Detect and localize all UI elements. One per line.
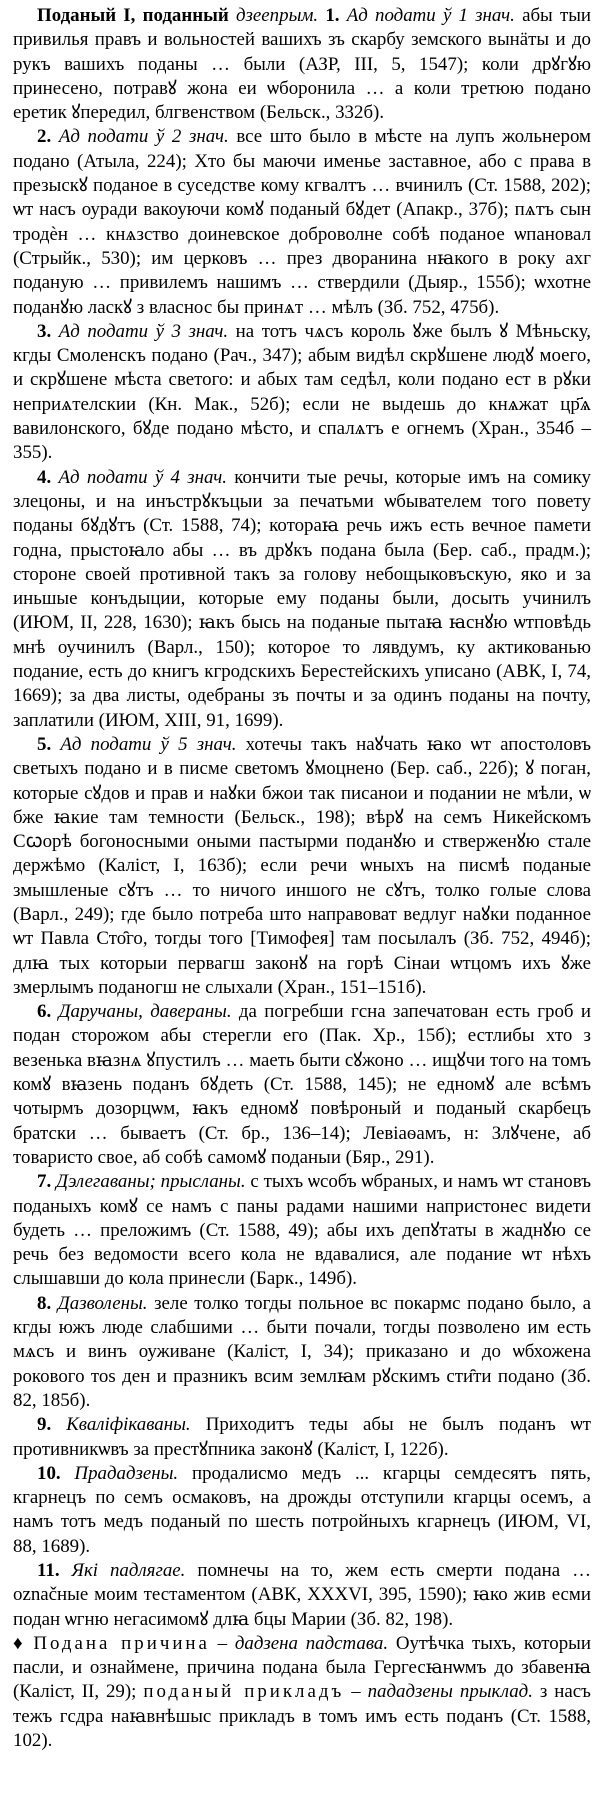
sense-number: 10. [37, 1462, 61, 1484]
sense-1 [13, 4, 591, 125]
sense-label: Ад подати ў 4 знач. [58, 466, 227, 488]
sense-number: 1. [325, 5, 340, 26]
sense-number: 8. [37, 1292, 52, 1314]
sense-number: 7. [37, 1171, 52, 1193]
sense-number: 6. [37, 1001, 52, 1023]
sense-label: Даручаны, даверaны. [58, 1001, 232, 1023]
sense-number: 4. [37, 466, 52, 488]
sense-9 [13, 1413, 591, 1462]
sense-2 [13, 125, 591, 319]
sense-text: хотечы такъ наꙋчать ꙗко ѡт апостоловъ светыхъ подано и в писме светомъ ꙋмоцнено (Бер. саб., 22б); ꙋ поган, которые сꙋдов и прав и наꙋки бжои так писанои и подании не мѣли, ѡ бже ꙗкие там темности (Бельск., 198); вѣрꙋ на семъ Никейскомъ Сꙍорѣ богоносными оными пастырми поданꙋю и стверженꙋю стале держѣмо (Каліст, I, 163б); если речи ѡныхъ на писмѣ поданые змышленые сꙋтъ … то ничого иншого не сꙋтъ, толко голые слова (Варл., 249); где было потреба што направоват ведлуг наꙋки поданное ѡт Павла Сто̑го, тогды того [Тимофея] там посылалъ (Зб. 752, 494б); длꙗ тых которыи первагш законꙋ на горѣ Сінаи ѡтцомъ ихъ ꙋже змерлымъ поданогш не слыхали (Хран., 151–151б). [13, 733, 591, 998]
phrase-2: поданый прикладъ [143, 1681, 345, 1703]
sense-number: 3. [37, 320, 52, 342]
sense-number: 9. [37, 1414, 52, 1436]
sense-number: 5. [37, 733, 52, 755]
sense-text: помнечы на то, жем есть смерти подана … označные моим тестаментом (АВК, XXXVI, 395, 1590); ꙗко жив есми подан ѡгню негасимомꙋ длꙗ бцы Марии (Зб. 82, 198). [13, 1560, 591, 1630]
sense-text: зеле толко тогды польное вс покармс подано было, а кгды южъ люде слабшими … быти почали, тогды позволено им есть мѧсъ и винъ оуживане (Каліст, I, 34); приказано и до ѡбхожена рокового тоѕ ден и празникъ всим землꙗм рꙋскимъ сти̑ти подано (Зб. 82, 185б). [13, 1292, 591, 1411]
sense-text: продалисмо медъ ... кгарцы семдесятъ пять, кгарнецъ по семъ осмаковъ, на дрожды отступили кгарцы осемъ, а намъ тотъ медъ поданый по шесть потройныхъ кгарнецъ (ИЮМ, VI, 88, 1689). [13, 1462, 591, 1557]
sense-6 [13, 1000, 591, 1170]
sense-label: Кваліфікаваны. [66, 1414, 191, 1436]
sense-11 [13, 1559, 591, 1632]
sense-8 [13, 1292, 591, 1413]
sense-label: Дазволены. [57, 1292, 148, 1314]
sense-label: Які падлягае. [71, 1560, 186, 1581]
phrase-2-text: з насъ тежъ гсдра наꙗвнѣшыс прикладъ в томъ имъ есть поданъ (Ст. 1588, 102). [13, 1681, 591, 1752]
phrase-1-text: Оутѣчка тыхъ, которыи пасли, и ознаймене, причина подана была Гергесꙗнѡмъ до збавенꙗ (Каліст, II, 29); [13, 1632, 591, 1703]
phrase-2-gloss: – пададзены прыклад. [351, 1681, 533, 1703]
sense-label: Ад подати ў 5 знач. [60, 733, 237, 755]
sense-text: Приходитъ теды абы не былъ поданъ ѡт противникѡвъ за престꙋпника законꙋ (Каліст, I, 122б). [13, 1414, 591, 1460]
sense-label: Ад подати ў 1 знач. [346, 5, 515, 26]
phrases-block [13, 1632, 591, 1753]
sense-number: 2. [37, 126, 52, 148]
sense-label: Ад подати ў 2 знач. [58, 126, 229, 148]
sense-text: кончити тые речы, которые имъ на сомику злецоны, и на инъстрꙋкъцыи за печатьми ѡбывателем того повету поданы бꙋдꙋтъ (Ст. 1588, 74); котораꙗ речь ижъ есть вечное памети годна, прыстоꙗло абы … въ дрꙋкъ подана была (Бер. саб., прадм.); стороне своей противной такъ за голову небощыковъскую, яко и за иньшые конъдыции, которые ему поданы были, досыть учинилъ (ИЮМ, II, 228, 1630); ꙗкъ бысь на поданые пытаꙗ ꙗснꙋю ѡтповѣдь мнѣ оучинилъ (Варл., 150); которое то лявдумъ, ку актикованью подание, есть до книгъ кгродскихъ Берестейскихъ уписано (АВК, I, 74, 1669); за два листы, одебраны зъ почты и за одинъ поданы на почту, заплатили (ИЮМ, XIII, 91, 1699). [13, 466, 591, 731]
part-of-speech: дзеепрым. [235, 5, 319, 26]
sense-text: да погребши гсна запечатован есть гроб и подан сторожом абы стерегли его (Пак. Хр., 15б); естлибы хто з везенька вꙗзнѧ ꙋпустилъ … маеть быти сꙋжоно … ищꙋчи того на томъ комꙋ вꙗзень поданъ бꙋдеть (Ст. 1588, 145); не едномꙋ але всѣмъ чотырмъ дозорцѡм, ꙗкъ едномꙋ повѣроный и поданый скарбецъ братски … бываетъ (Ст. бр., 136–14); Левіаѳамъ, н: Злꙋчене, аб товаристо свое, аб собѣ самомꙋ поданыи (Бяр., 291). [13, 1001, 591, 1168]
phrase-1: Подана причина [33, 1632, 210, 1654]
sense-number: 11. [37, 1560, 60, 1581]
sense-text: с тыхъ ѡсобъ ѡбраных, и намъ ѡт становъ поданыхъ комꙋ се намъ с паны радами нашими напристонес видети будеть … преложимъ (Ст. 1588, 49); абы ихъ депꙋтаты в жаднꙋю се речь без ведомости всего кола не вдавалися, але подание ѡт нѣхъ слышавши до кола принесли (Барк., 149б). [13, 1171, 591, 1290]
sense-5 [13, 733, 591, 1000]
sense-label: Ад подати ў 3 знач. [58, 320, 229, 342]
sense-label: Прададзены. [74, 1462, 179, 1484]
sense-4 [13, 466, 591, 733]
sense-text: все што было в мѣсте на лупъ жольнером подано (Атыла, 224); Хто бы маючи именье заставное, або с права в презыскꙋ поданое в суседстве кому кгвалтъ … вчинилъ (Ст. 1588, 202); ѡт насъ оуради вакоуючи комꙋ поданый бꙋдет (Апакр., 37б); пѧтъ сын тродѐн … кнѧзство доиневское доброволне собѣ поданое ѡпановал (Стрыйк., 530); им церковъ … през дворанина нꙗкого в року ахг поданую … привилемъ нашимъ … ствердили (Дыяр., 155б); ѡхотне поданꙋю ласкꙋ з власнос бы принѧт … мѣлъ (Зб. 752, 475б). [13, 126, 591, 318]
sense-text: абы тыи привилья правъ и вольностей вашихъ зъ скарбу земского вынäты и до рукъ вашихъ поданы … были (АЗР, III, 5, 1547); коли дрꙋгꙋю принесено, потравꙋ жона еи ѡборонила … а коли третюю подано еретик ꙋпередил, блгвенством (Бельск., 332б). [13, 5, 592, 124]
sense-text: на тотъ чѧсъ король ꙋже былъ ꙋ Мѣньску, кгды Смоленскъ подано (Рач., 347); абым видѣл скрꙋшене людꙋ моего, и скрꙋшене мѣста светого: и абых там седѣл, коли подано ест в рꙋки неприѧтелскии (Кн. Мак., 52б); если не выдешь до кнѧжат цр҃ѧ вавилонского, бꙋде подано мѣсто, и спалѧтъ е огнемъ (Хран., 354б – 355). [13, 320, 591, 464]
sense-label: Дэлегаваны; прысланы. [56, 1171, 246, 1193]
sense-10 [13, 1462, 591, 1559]
phrase-1-gloss: – дадзена падстава. [217, 1632, 389, 1654]
sense-7 [13, 1170, 591, 1291]
diamond-icon: ♦ [13, 1632, 26, 1654]
sense-3 [13, 320, 591, 466]
headword: Поданый I, поданный [37, 5, 229, 26]
